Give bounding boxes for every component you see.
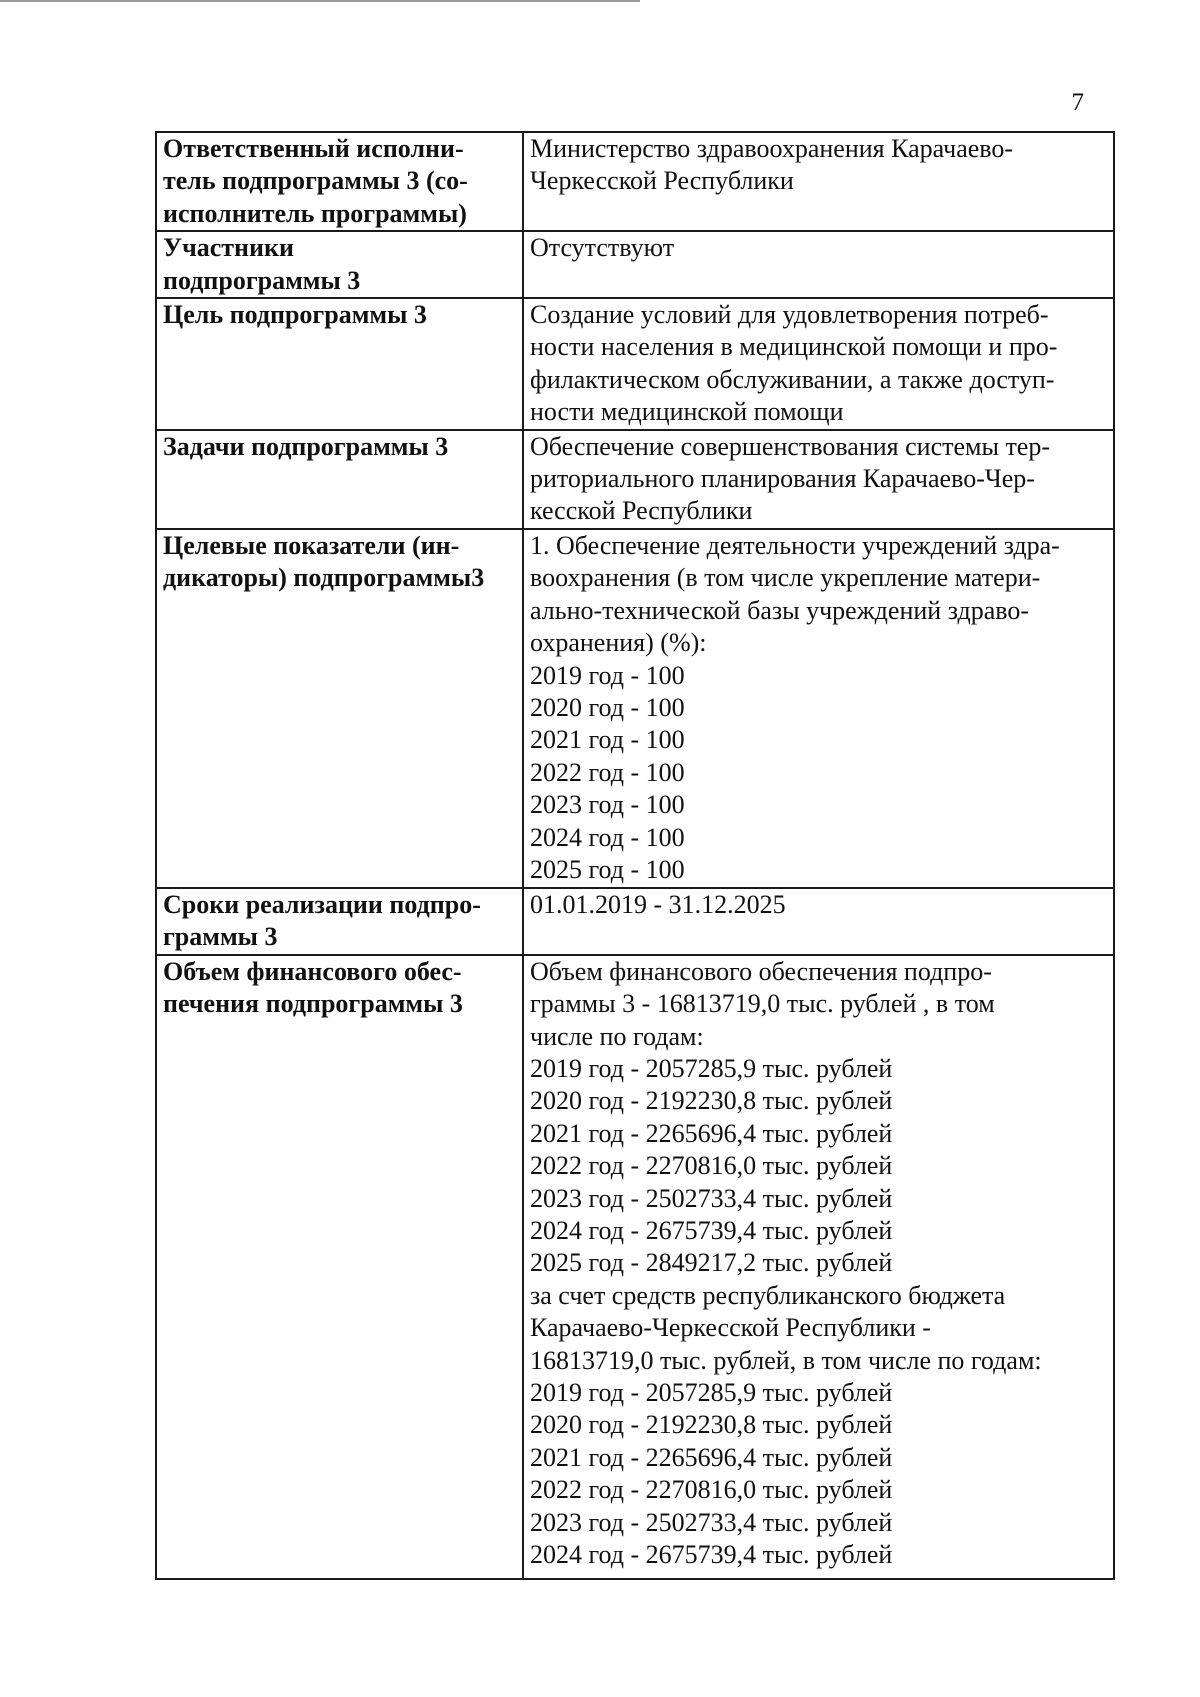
page-number: 7 bbox=[1071, 89, 1084, 116]
row-value bbox=[523, 298, 1114, 430]
label-line: исполнитель программы) bbox=[163, 198, 467, 228]
table-row-goal bbox=[156, 298, 1114, 430]
value-line: 2024 год - 2675739,4 тыс. рублей bbox=[530, 1540, 893, 1569]
value-line: 01.01.2019 - 31.12.2025 bbox=[530, 889, 786, 919]
value-line: 2020 год - 2192230,8 тыс. рублей bbox=[530, 1410, 893, 1440]
value-line: Объем финансового обеспечения подпро- bbox=[530, 956, 992, 986]
row-value bbox=[523, 231, 1114, 298]
label-line: Задачи подпрограммы 3 bbox=[163, 431, 449, 461]
table-row-target-indicators bbox=[156, 529, 1114, 888]
value-line: 2025 год - 100 bbox=[530, 854, 685, 884]
row-value bbox=[523, 430, 1114, 529]
value-line: ности медицинской помощи bbox=[530, 397, 844, 427]
value-line: 2022 год - 2270816,0 тыс. рублей bbox=[530, 1475, 893, 1505]
value-line: филактическом обслуживании, а также доступ- bbox=[530, 364, 1055, 394]
value-line: 2025 год - 2849217,2 тыс. рублей bbox=[530, 1248, 893, 1278]
table-row-implementation-period bbox=[156, 888, 1114, 955]
value-line: 16813719,0 тыс. рублей, в том числе по годам: bbox=[530, 1345, 1042, 1375]
value-line: 2019 год - 2057285,9 тыс. рублей bbox=[530, 1377, 893, 1407]
label-line: тель подпрограммы 3 (со- bbox=[163, 166, 468, 196]
value-line: Отсутствуют bbox=[530, 233, 675, 263]
label-line: Участники bbox=[163, 233, 294, 263]
value-line: 2023 год - 2502733,4 тыс. рублей bbox=[530, 1507, 893, 1537]
value-line: ально-технической базы учреждений здраво- bbox=[530, 595, 1030, 625]
value-line: Карачаево-Черкесской Республики - bbox=[530, 1313, 931, 1343]
label-line: Целевые показатели (ин- bbox=[163, 530, 460, 560]
table-row-participants bbox=[156, 231, 1114, 298]
row-value bbox=[523, 132, 1114, 231]
value-line: 2024 год - 100 bbox=[530, 822, 685, 852]
value-line: числе по годам: bbox=[530, 1021, 704, 1051]
subprogram-passport-table bbox=[155, 131, 1115, 1580]
row-label bbox=[156, 132, 523, 231]
row-label bbox=[156, 231, 523, 298]
row-label bbox=[156, 529, 523, 888]
value-line: воохранения (в том числе укрепление матери- bbox=[530, 563, 1041, 593]
value-line: 2021 год - 2265696,4 тыс. рублей bbox=[530, 1118, 893, 1148]
row-value bbox=[523, 529, 1114, 888]
row-label bbox=[156, 955, 523, 1579]
value-line: 2021 год - 100 bbox=[530, 725, 685, 755]
value-line: кесской Республики bbox=[530, 496, 753, 526]
value-line: граммы 3 - 16813719,0 тыс. рублей , в том bbox=[530, 989, 995, 1019]
table-row-tasks bbox=[156, 430, 1114, 529]
value-line: 2019 год - 2057285,9 тыс. рублей bbox=[530, 1053, 893, 1083]
label-line: граммы 3 bbox=[163, 922, 278, 952]
label-line: Сроки реализации подпро- bbox=[163, 889, 481, 919]
value-line: 2020 год - 100 bbox=[530, 692, 685, 722]
label-line: Объем финансового обес- bbox=[163, 956, 462, 986]
label-line: печения подпрограммы 3 bbox=[163, 989, 463, 1019]
row-label bbox=[156, 888, 523, 955]
value-line: Создание условий для удовлетворения потреб- bbox=[530, 300, 1049, 330]
value-line: Министерство здравоохранения Карачаево- bbox=[530, 134, 1014, 163]
value-line: охранения) (%): bbox=[530, 628, 707, 658]
value-line: Черкесской Республики bbox=[530, 166, 794, 196]
value-line: за счет средств республиканского бюджета bbox=[530, 1280, 1006, 1310]
table-row-financing-volume bbox=[156, 955, 1114, 1579]
value-line: 2020 год - 2192230,8 тыс. рублей bbox=[530, 1086, 893, 1116]
row-label bbox=[156, 430, 523, 529]
label-line: Цель подпрограммы 3 bbox=[163, 300, 427, 330]
value-line: ности населения в медицинской помощи и про- bbox=[530, 332, 1058, 362]
value-line: Обеспечение совершенствования системы тер- bbox=[530, 431, 1050, 461]
table-row-responsible-executor bbox=[156, 132, 1114, 231]
row-value bbox=[523, 955, 1114, 1579]
value-line: 2024 год - 2675739,4 тыс. рублей bbox=[530, 1215, 893, 1245]
value-line: 1. Обеспечение деятельности учреждений здра- bbox=[530, 530, 1060, 560]
value-line: 2023 год - 2502733,4 тыс. рублей bbox=[530, 1183, 893, 1213]
label-line: дикаторы) подпрограммы3 bbox=[163, 563, 485, 593]
value-line: 2022 год - 100 bbox=[530, 757, 685, 787]
row-value bbox=[523, 888, 1114, 955]
label-line: Ответственный исполни- bbox=[163, 134, 464, 163]
table-body bbox=[156, 132, 1114, 1579]
scan-edge-line bbox=[0, 0, 640, 2]
value-line: 2022 год - 2270816,0 тыс. рублей bbox=[530, 1151, 893, 1181]
row-label bbox=[156, 298, 523, 430]
value-line: 2021 год - 2265696,4 тыс. рублей bbox=[530, 1442, 893, 1472]
label-line: подпрограммы 3 bbox=[163, 265, 361, 295]
value-line: 2023 год - 100 bbox=[530, 790, 685, 820]
value-line: 2019 год - 100 bbox=[530, 660, 685, 690]
value-line: риториального планирования Карачаево-Чер- bbox=[530, 464, 1035, 494]
